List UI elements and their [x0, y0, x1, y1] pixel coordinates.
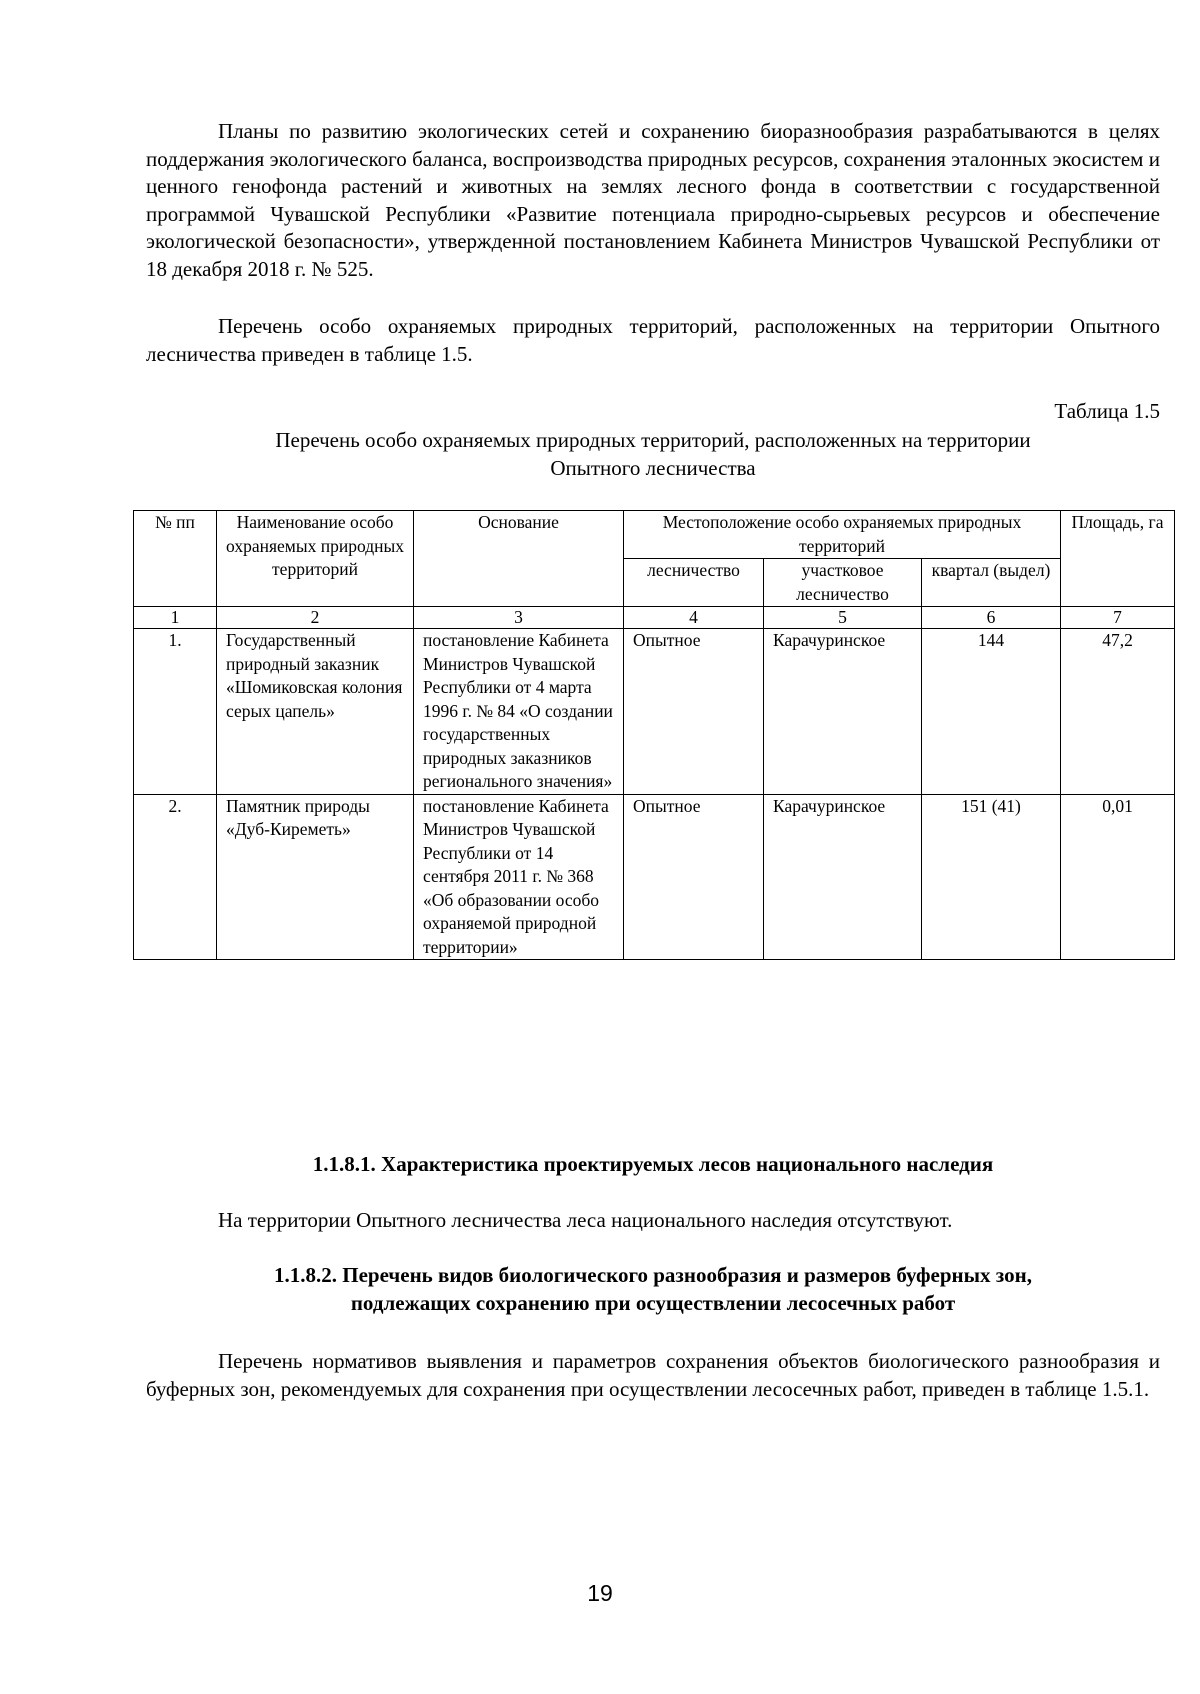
table-row — [134, 794, 1175, 960]
table-title-line-1: Перечень особо охраняемых природных территорий, расположенных на территории — [275, 428, 1031, 452]
section-heading-1-1-8-1: 1.1.8.1. Характеристика проектируемых лесов национального наследия — [312, 1152, 994, 1176]
column-number: 1 — [134, 607, 217, 629]
section-1-1-8-1-text: На территории Опытного лесничества леса национального наследия отсутствуют. — [218, 1208, 953, 1232]
cell-quarter: 144 — [922, 629, 1061, 795]
protected-areas-table — [133, 510, 1175, 960]
cell-basis: постановление Кабинета Министров Чувашской Республики от 14 сентября 2011 г. № 368 «Об образовании особо охраняемой природной территории» — [414, 794, 624, 960]
page-number: 19 — [587, 1580, 613, 1606]
column-number: 4 — [624, 607, 764, 629]
cell-quarter: 151 (41) — [922, 794, 1061, 960]
header-area: Площадь, га — [1061, 511, 1175, 607]
cell-name: Памятник природы «Дуб-Киреметь» — [217, 794, 414, 960]
column-number: 5 — [764, 607, 922, 629]
header-district: участковое лесничество — [764, 559, 922, 607]
column-number-row — [134, 607, 1175, 629]
cell-basis: постановление Кабинета Министров Чувашской Республики от 4 марта 1996 г. № 84 «О создании государственных природных заказников регионального значения» — [414, 629, 624, 795]
table-row — [134, 629, 1175, 795]
cell-name: Государственный природный заказник «Шомиковская колония серых цапель» — [217, 629, 414, 795]
table-title-line-2: Опытного лесничества — [550, 456, 756, 480]
table-caption: Таблица 1.5 — [1054, 399, 1160, 423]
header-location: Местоположение особо охраняемых природных территорий — [624, 511, 1061, 559]
table-reference-paragraph: Перечень особо охраняемых природных территорий, расположенных на территории Опытного лесничества приведен в таблице 1.5. — [146, 314, 1160, 366]
cell-area: 47,2 — [1061, 629, 1175, 795]
column-number: 7 — [1061, 607, 1175, 629]
section-heading-line-2: подлежащих сохранению при осуществлении лесосечных работ — [350, 1291, 956, 1315]
cell-district: Карачуринское — [764, 794, 922, 960]
section-1-1-8-2-text: Перечень нормативов выявления и параметров сохранения объектов биологического разнообразия и буферных зон, рекомендуемых для сохранения при осуществлении лесосечных работ, приведен в таблице 1.5.1. — [146, 1349, 1160, 1401]
header-name: Наименование особо охраняемых природных территорий — [217, 511, 414, 607]
cell-num: 2. — [134, 794, 217, 960]
header-forestry: лесничество — [624, 559, 764, 607]
cell-forestry: Опытное — [624, 794, 764, 960]
header-num: № пп — [134, 511, 217, 607]
intro-paragraph: Планы по развитию экологических сетей и сохранению биоразнообразия разрабатываются в целях поддержания экологического баланса, воспроизводства природных ресурсов, сохранения эталонных экосистем и ценного генофонда растений и животных на землях лесного фонда в соответствии с государственной программой Чувашской Республики «Развитие потенциала природно-сырьевых ресурсов и обеспечение экологической безопасности», утвержденной постановлением Кабинета Министров Чувашской Республики от 18 декабря 2018 г. № 525. — [146, 119, 1160, 281]
header-quarter: квартал (выдел) — [922, 559, 1061, 607]
section-heading-line-1: 1.1.8.2. Перечень видов биологического разнообразия и размеров буферных зон, — [274, 1263, 1032, 1287]
header-basis: Основание — [414, 511, 624, 607]
column-number: 6 — [922, 607, 1061, 629]
table-title — [146, 426, 1160, 482]
cell-area: 0,01 — [1061, 794, 1175, 960]
column-number: 2 — [217, 607, 414, 629]
cell-num: 1. — [134, 629, 217, 795]
cell-district: Карачуринское — [764, 629, 922, 795]
cell-forestry: Опытное — [624, 629, 764, 795]
column-number: 3 — [414, 607, 624, 629]
section-heading-1-1-8-2 — [146, 1261, 1160, 1317]
